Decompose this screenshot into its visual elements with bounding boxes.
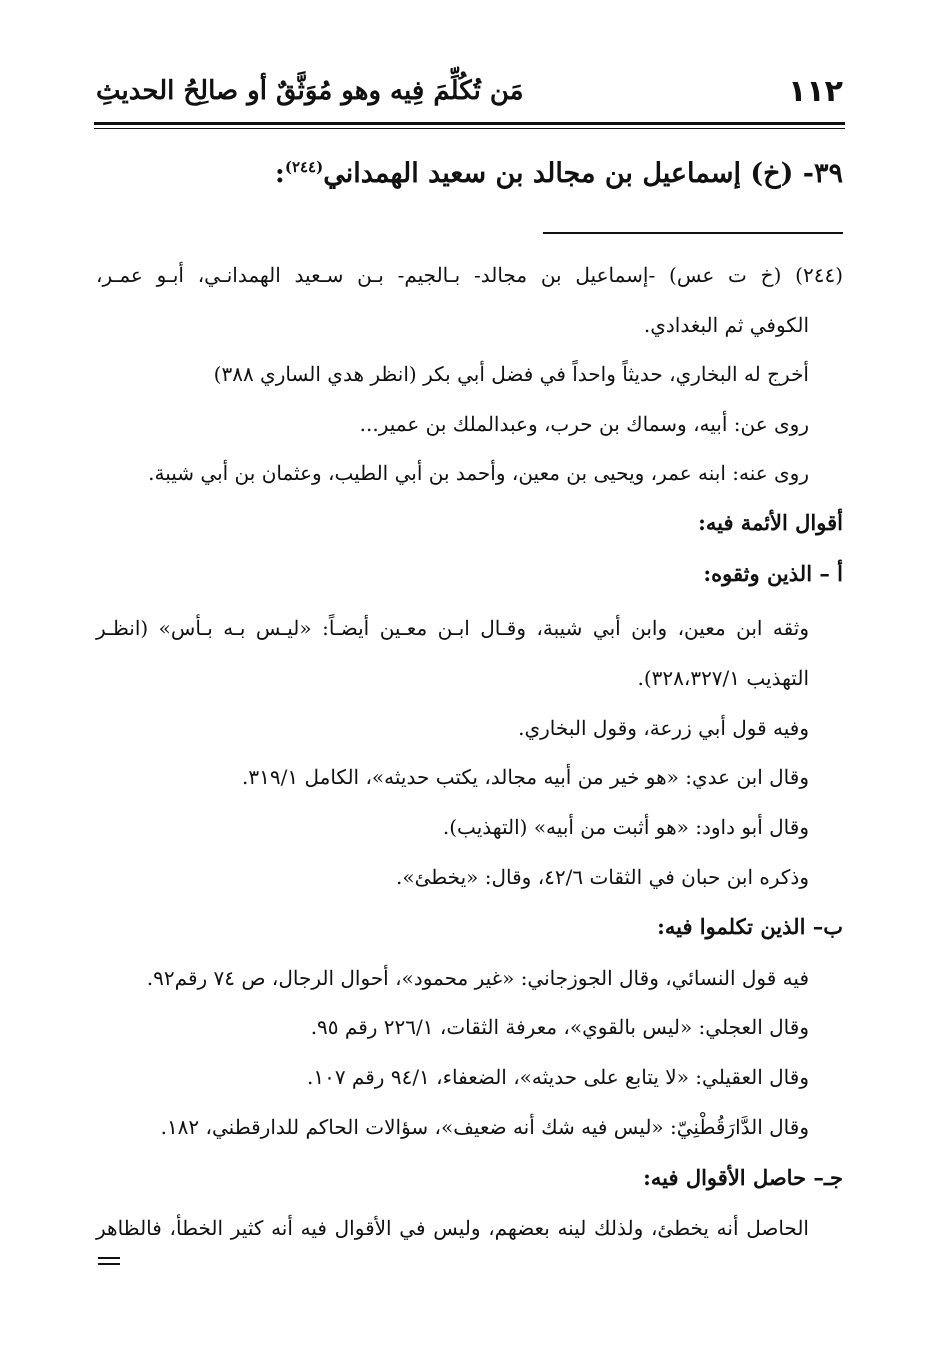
body-line: الكوفي ثم البغدادي.	[643, 313, 809, 337]
entry-number: ٣٩-	[802, 158, 843, 189]
header-rule-thick	[94, 122, 845, 125]
body-line: روى عن: أبيه، وسماك بن حرب، وعبدالملك بن عمير...	[359, 412, 809, 436]
body-line: روى عنه: ابنه عمر، ويحيى بن معين، وأحمد بن أبي الطيب، وعثمان بن أبي شيبة.	[148, 461, 809, 485]
entry-colon: :	[274, 158, 285, 189]
body-line: (٢٤٤) (خ ت عس) -إسماعيل بن مجالد- بـالجيم- بـن سـعيد الهمدانـي، أبـو عمـر،	[96, 263, 843, 287]
body-line: أخرج له البخاري، حديثاً واحداً في فضل أبي بكر (انظر هدي الساري ٣٨٨)	[213, 362, 809, 386]
section-heading: أقوال الأئمة فيه:	[698, 510, 843, 535]
continuation-mark	[98, 1257, 120, 1267]
body-line: وقال ابن عدي: «هو خير من أبيه مجالد، يكتب حديثه»، الكامل ٣١٩/١.	[242, 765, 809, 789]
subsection-heading: جـ– حاصل الأقوال فيه:	[643, 1165, 843, 1190]
body-line: الحاصل أنه يخطئ، ولذلك لينه بعضهم، وليس في الأقوال فيه أنه كثير الخطأ، فالظاهر	[96, 1216, 809, 1240]
header-rule-thin	[94, 128, 845, 129]
body-line: التهذيب ٣٢٨،٣٢٧/١).	[637, 666, 809, 690]
body-line: وذكره ابن حبان في الثقات ٤٢/٦، وقال: «يخطئ».	[396, 865, 809, 889]
body-line: وقال العقيلي: «لا يتابع على حديثه»، الضعفاء، ٩٤/١ رقم ١٠٧.	[306, 1065, 809, 1089]
entry-heading	[275, 158, 843, 189]
body-line: وثقه ابن معين، وابن أبي شيبة، وقـال ابـن معـين أيضـاً: «ليـس بـه بـأس» (انظـر	[96, 616, 809, 640]
body-line: وقال العجلي: «ليس بالقوي»، معرفة الثقات، ٢٢٦/١ رقم ٩٥.	[310, 1015, 809, 1039]
body-line: فيه قول النسائي، وقال الجوزجاني: «غير محمود»، أحوال الرجال، ص ٧٤ رقم٩٢.	[146, 966, 809, 990]
body-line: وفيه قول أبي زرعة، وقول البخاري.	[518, 716, 809, 740]
footnote-separator	[543, 232, 843, 234]
running-title: مَن تُكُلِّمَ فِيه وهو مُوَثَّقٌ أو صالِحُ الحديثِ	[96, 76, 524, 106]
body-line: وقال الدَّارَقُطْنِيّ: «ليس فيه شك أنه ضعيف»، سؤالات الحاكم للدارقطني، ١٨٢.	[160, 1115, 809, 1139]
footnote-reference: (٢٤٤)	[284, 158, 324, 176]
body-line: وقال أبو داود: «هو أثبت من أبيه» (التهذيب).	[442, 815, 809, 839]
running-header	[96, 72, 843, 120]
subsection-heading: ب– الذين تكلموا فيه:	[657, 914, 843, 939]
page-number: ١١٢	[788, 74, 843, 109]
subsection-heading: أ – الذين وثقوه:	[703, 561, 843, 586]
entry-title: (خ) إسماعيل بن مجالد بن سعيد الهمداني	[323, 158, 794, 189]
